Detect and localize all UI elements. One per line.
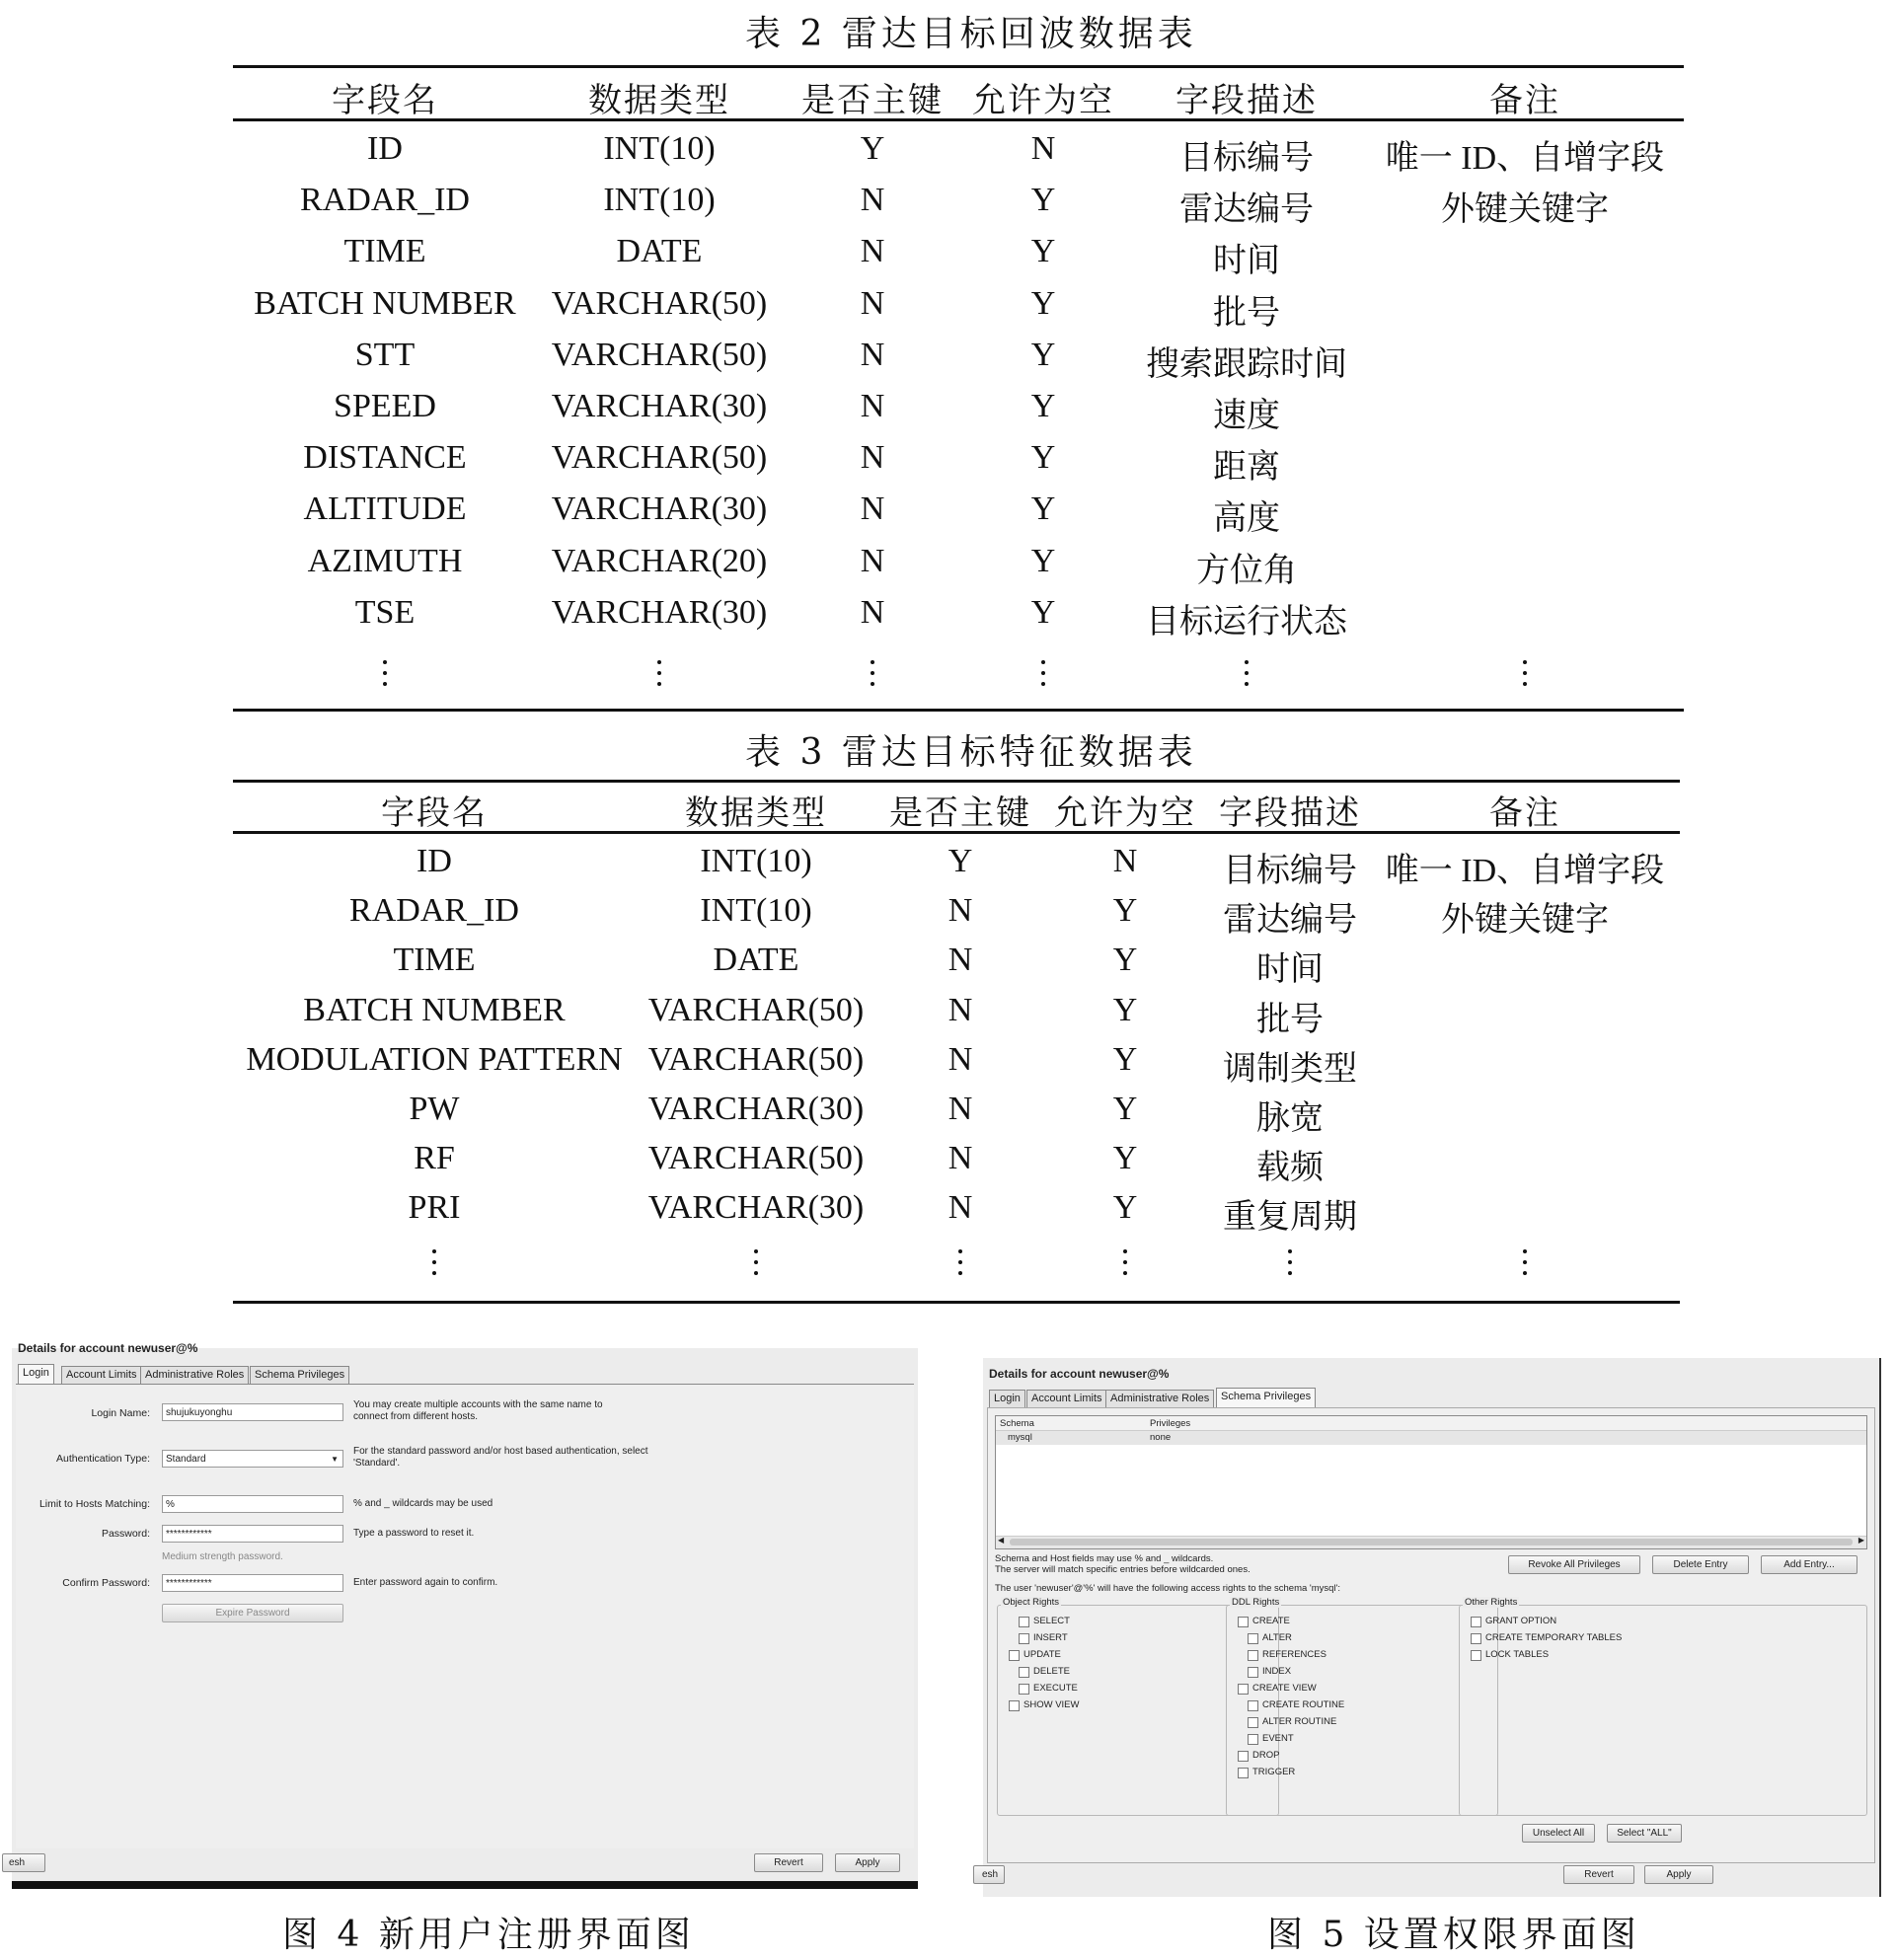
login-name-hint: You may create multiple accounts with the same name to connect from different hosts. <box>353 1399 603 1422</box>
privilege-label: CREATE <box>1252 1616 1290 1626</box>
tab-administrative-roles[interactable]: Administrative Roles <box>140 1366 249 1384</box>
table-cell: Y <box>1030 233 1056 270</box>
table-cell: Y <box>1112 1091 1138 1127</box>
table-cell: PRI <box>408 1189 461 1227</box>
table-cell: Y <box>1030 336 1056 373</box>
column-header: 字段名 <box>332 83 438 119</box>
column-header: 数据类型 <box>685 795 827 832</box>
unselect-all-button[interactable]: Unselect All <box>1522 1824 1595 1843</box>
table-cell: VARCHAR(20) <box>551 542 768 579</box>
privilege-label: INSERT <box>1033 1632 1068 1643</box>
table2-caption: 表 2 雷达目标回波数据表 <box>745 14 1197 54</box>
table-cell: TIME <box>393 942 476 979</box>
table-cell: 外键关键字 <box>1441 191 1609 229</box>
privilege-label: ALTER <box>1262 1632 1292 1643</box>
continuation-dots <box>1245 660 1249 693</box>
table-cell: Y <box>1112 942 1138 979</box>
privilege-label: CREATE VIEW <box>1252 1683 1317 1694</box>
table-cell: Y <box>1030 490 1056 528</box>
col-schema-header[interactable]: Schema <box>1000 1418 1034 1429</box>
privilege-checkbox[interactable] <box>1019 1684 1029 1695</box>
table3 <box>233 780 1680 1305</box>
object-rights-title: Object Rights <box>1003 1597 1060 1608</box>
table-cell: TIME <box>343 233 426 270</box>
table-cell: 载频 <box>1256 1150 1324 1187</box>
column-header: 备注 <box>1489 83 1560 119</box>
table-cell: 调制类型 <box>1223 1050 1357 1088</box>
table-cell: AZIMUTH <box>307 542 463 579</box>
tab-schema-privileges[interactable]: Schema Privileges <box>250 1366 349 1384</box>
column-header: 允许为空 <box>1054 795 1196 832</box>
revert-button[interactable]: Revert <box>754 1853 823 1872</box>
continuation-dots <box>1123 1249 1127 1282</box>
table-cell: BATCH NUMBER <box>254 284 516 322</box>
table-cell: ID <box>417 843 452 879</box>
table-cell: VARCHAR(50) <box>647 1040 865 1078</box>
add-entry-button[interactable]: Add Entry... <box>1761 1555 1857 1574</box>
table2-top-rule <box>233 65 1684 68</box>
table-cell: Y <box>1112 991 1138 1028</box>
table3-bottom-rule <box>233 1301 1680 1304</box>
table-cell: SPEED <box>334 388 436 424</box>
privilege-checkbox[interactable] <box>1238 1751 1249 1762</box>
table-cell: 时间 <box>1213 243 1280 280</box>
column-header: 允许为空 <box>972 83 1114 119</box>
confirm-password-label: Confirm Password: <box>62 1577 150 1589</box>
refresh-button[interactable]: esh <box>973 1865 1005 1884</box>
auth-type-label: Authentication Type: <box>56 1453 150 1465</box>
privilege-label: LOCK TABLES <box>1485 1649 1550 1660</box>
table-cell: N <box>948 1091 973 1127</box>
table-cell: RADAR_ID <box>300 182 470 219</box>
table-cell: Y <box>1030 182 1056 219</box>
table3-caption: 表 3 雷达目标特征数据表 <box>745 732 1197 773</box>
table-cell: VARCHAR(30) <box>551 388 768 424</box>
privilege-checkbox[interactable] <box>1009 1700 1020 1711</box>
table-cell: DATE <box>616 233 703 270</box>
row-schema: mysql <box>1008 1432 1032 1443</box>
privilege-checkbox[interactable] <box>1009 1650 1020 1661</box>
table-cell: 雷达编号 <box>1223 902 1357 940</box>
table-cell: 时间 <box>1256 951 1324 989</box>
row-privileges: none <box>1150 1432 1172 1443</box>
table-cell: Y <box>1112 1040 1138 1078</box>
tab-schema-privileges[interactable]: Schema Privileges <box>1216 1388 1316 1407</box>
table-cell: Y <box>1030 388 1056 424</box>
column-header: 字段描述 <box>1175 83 1318 119</box>
table-cell: Y <box>1112 892 1138 930</box>
table-cell: N <box>1030 130 1056 167</box>
table-cell: 外键关键字 <box>1441 902 1609 940</box>
privilege-label: DELETE <box>1033 1666 1070 1677</box>
chevron-right-icon[interactable]: ▶ <box>1857 1536 1864 1545</box>
table-cell: MODULATION PATTERN <box>246 1040 623 1078</box>
expire-password-button[interactable]: Expire Password <box>162 1604 343 1622</box>
tab-account-limits[interactable]: Account Limits <box>61 1366 142 1384</box>
table-cell: VARCHAR(50) <box>647 991 865 1028</box>
schema-list[interactable] <box>995 1415 1867 1549</box>
table-cell: 目标编号 <box>1179 140 1314 177</box>
privilege-label: CREATE ROUTINE <box>1262 1699 1345 1710</box>
fig4-title: Details for account newuser@% <box>18 1341 198 1355</box>
table-cell: VARCHAR(30) <box>551 490 768 528</box>
other-rights-title: Other Rights <box>1465 1597 1518 1608</box>
table-cell: Y <box>1030 439 1056 477</box>
table-cell: 批号 <box>1213 294 1280 332</box>
table-cell: 目标运行状态 <box>1146 603 1347 641</box>
privilege-checkbox[interactable] <box>1248 1734 1258 1745</box>
privilege-label: UPDATE <box>1023 1649 1061 1660</box>
table-cell: 搜索跟踪时间 <box>1146 345 1347 383</box>
continuation-dots <box>871 660 874 693</box>
apply-button[interactable]: Apply <box>1644 1865 1713 1884</box>
privilege-checkbox[interactable] <box>1471 1617 1481 1627</box>
table-cell: INT(10) <box>603 182 716 219</box>
table2-header-rule <box>233 118 1684 121</box>
privilege-checkbox[interactable] <box>1019 1633 1029 1644</box>
scrollbar-thumb[interactable] <box>1010 1539 1853 1545</box>
table-cell: VARCHAR(50) <box>551 439 768 477</box>
table2-bottom-rule <box>233 709 1684 712</box>
auth-type-select[interactable] <box>162 1450 343 1468</box>
continuation-dots <box>383 660 387 693</box>
column-header: 备注 <box>1489 795 1560 832</box>
select-all-button[interactable]: Select "ALL" <box>1607 1824 1682 1843</box>
table-cell: N <box>860 490 885 528</box>
privilege-label: TRIGGER <box>1252 1767 1296 1777</box>
privilege-label: SHOW VIEW <box>1023 1699 1080 1710</box>
tab-login[interactable]: Login <box>989 1390 1025 1407</box>
fig4-caption: 图 4 新用户注册界面图 <box>282 1915 695 1955</box>
table-cell: N <box>948 1140 973 1177</box>
column-header: 字段名 <box>381 795 488 832</box>
privilege-checkbox[interactable] <box>1248 1633 1258 1644</box>
privilege-label: GRANT OPTION <box>1485 1616 1557 1626</box>
table-cell: RADAR_ID <box>349 892 519 930</box>
continuation-dots <box>1041 660 1045 693</box>
tab-account-limits[interactable]: Account Limits <box>1026 1390 1107 1407</box>
password-field[interactable]: ************ <box>162 1525 343 1543</box>
password-label: Password: <box>101 1528 150 1540</box>
continuation-dots <box>432 1249 436 1282</box>
table-cell: 脉宽 <box>1256 1100 1324 1137</box>
login-name-field[interactable]: shujukuyonghu <box>162 1403 343 1421</box>
table-cell: N <box>860 593 885 631</box>
table-cell: N <box>948 942 973 979</box>
table-cell: 批号 <box>1256 1001 1324 1038</box>
privilege-checkbox[interactable] <box>1248 1717 1258 1728</box>
table-cell: N <box>948 991 973 1028</box>
password-strength: Medium strength password. <box>162 1551 283 1562</box>
table-cell: N <box>860 182 885 219</box>
column-header: 是否主键 <box>801 83 944 119</box>
continuation-dots <box>1288 1249 1292 1282</box>
table-cell: N <box>948 1040 973 1078</box>
privilege-checkbox[interactable] <box>1238 1768 1249 1778</box>
table-cell: N <box>860 439 885 477</box>
privilege-checkbox[interactable] <box>1019 1667 1029 1678</box>
fig5-caption: 图 5 设置权限界面图 <box>1267 1915 1640 1955</box>
delete-entry-button[interactable]: Delete Entry <box>1652 1555 1749 1574</box>
continuation-dots <box>657 660 661 693</box>
access-rights-note: The user 'newuser'@'%' will have the following access rights to the schema 'mysql': <box>995 1583 1341 1594</box>
schema-list-header <box>996 1416 1866 1431</box>
table-cell: RF <box>414 1140 455 1177</box>
table2 <box>233 65 1684 713</box>
table-cell: Y <box>1112 1189 1138 1227</box>
fig5-title: Details for account newuser@% <box>989 1367 1170 1381</box>
col-privileges-header[interactable]: Privileges <box>1150 1418 1191 1429</box>
table-cell: PW <box>409 1091 460 1127</box>
wildcard-note-1: Schema and Host fields may use % and _ wildcards. <box>995 1553 1214 1564</box>
table-cell: 速度 <box>1213 398 1280 434</box>
table-cell: 唯一 ID、自增字段 <box>1385 853 1665 889</box>
table-cell: BATCH NUMBER <box>303 991 566 1028</box>
privilege-label: ALTER ROUTINE <box>1262 1716 1337 1727</box>
chevron-left-icon[interactable]: ◀ <box>998 1536 1005 1545</box>
privilege-checkbox[interactable] <box>1248 1667 1258 1678</box>
table-cell: N <box>860 284 885 322</box>
auth-type-hint: For the standard password and/or host based authentication, select 'Standard'. <box>353 1446 648 1469</box>
privilege-label: REFERENCES <box>1262 1649 1326 1660</box>
table-cell: Y <box>1030 284 1056 322</box>
table-cell: TSE <box>354 593 416 631</box>
continuation-dots <box>1523 1249 1527 1282</box>
table-cell: 唯一 ID、自增字段 <box>1385 140 1665 177</box>
table3-top-rule <box>233 780 1680 783</box>
privilege-label: SELECT <box>1033 1616 1070 1626</box>
password-hint: Type a password to reset it. <box>353 1528 475 1539</box>
table-cell: N <box>948 892 973 930</box>
fig4-bottom-border <box>12 1881 918 1889</box>
table-cell: STT <box>354 336 416 373</box>
column-header: 字段描述 <box>1219 795 1361 832</box>
ddl-rights-title: DDL Rights <box>1232 1597 1280 1608</box>
privilege-label: EXECUTE <box>1033 1683 1078 1694</box>
table-row[interactable] <box>996 1431 1866 1445</box>
auth-type-value: Standard <box>166 1454 206 1465</box>
chevron-down-icon: ▼ <box>331 1455 339 1464</box>
privilege-checkbox[interactable] <box>1471 1650 1481 1661</box>
table-cell: 方位角 <box>1196 552 1297 589</box>
table-cell: INT(10) <box>603 130 716 167</box>
hosts-label: Limit to Hosts Matching: <box>38 1498 150 1510</box>
table-cell: INT(10) <box>700 892 812 930</box>
fig5-window <box>983 1358 1881 1897</box>
table-cell: N <box>860 388 885 424</box>
table-cell: 高度 <box>1213 500 1280 538</box>
table-cell: Y <box>1030 542 1056 579</box>
table-cell: VARCHAR(50) <box>551 336 768 373</box>
table-cell: VARCHAR(50) <box>647 1140 865 1177</box>
wildcard-note-2: The server will match specific entries before wildcarded ones. <box>995 1564 1251 1575</box>
privilege-label: DROP <box>1252 1750 1280 1761</box>
apply-button[interactable]: Apply <box>835 1853 900 1872</box>
privilege-checkbox[interactable] <box>1019 1617 1029 1627</box>
privilege-label: INDEX <box>1262 1666 1292 1677</box>
confirm-password-hint: Enter password again to confirm. <box>353 1577 498 1588</box>
table-cell: 重复周期 <box>1223 1199 1357 1237</box>
fig4-window <box>9 1341 918 1889</box>
privilege-checkbox[interactable] <box>1471 1633 1481 1644</box>
table-cell: 距离 <box>1213 449 1280 487</box>
table-cell: 雷达编号 <box>1179 191 1314 229</box>
table-cell: Y <box>1030 593 1056 631</box>
table-cell: N <box>860 336 885 373</box>
table-cell: N <box>1112 843 1138 879</box>
table-cell: Y <box>948 843 973 879</box>
table-cell: ALTITUDE <box>303 490 467 528</box>
continuation-dots <box>754 1249 758 1282</box>
tab-login[interactable]: Login <box>18 1364 54 1384</box>
hosts-field[interactable]: % <box>162 1495 343 1513</box>
privilege-checkbox[interactable] <box>1238 1684 1249 1695</box>
table-cell: N <box>948 1189 973 1227</box>
horizontal-scrollbar[interactable] <box>996 1536 1866 1548</box>
hosts-hint: % and _ wildcards may be used <box>353 1498 493 1509</box>
table-cell: INT(10) <box>700 843 812 879</box>
table-cell: VARCHAR(30) <box>551 593 768 631</box>
privilege-label: EVENT <box>1262 1733 1294 1744</box>
confirm-password-field[interactable]: ************ <box>162 1574 343 1592</box>
revoke-all-privileges-button[interactable]: Revoke All Privileges <box>1508 1555 1640 1574</box>
privilege-label: CREATE TEMPORARY TABLES <box>1485 1632 1623 1643</box>
table-cell: VARCHAR(30) <box>647 1189 865 1227</box>
table-cell: N <box>860 233 885 270</box>
table-cell: N <box>860 542 885 579</box>
table-cell: Y <box>1112 1140 1138 1177</box>
privilege-checkbox[interactable] <box>1238 1617 1249 1627</box>
table-cell: DATE <box>713 942 799 979</box>
table-cell: 目标编号 <box>1223 853 1357 889</box>
refresh-button[interactable]: esh <box>2 1853 45 1872</box>
column-header: 是否主键 <box>889 795 1031 832</box>
privilege-checkbox[interactable] <box>1248 1700 1258 1711</box>
column-header: 数据类型 <box>588 83 730 119</box>
tab-administrative-roles[interactable]: Administrative Roles <box>1105 1390 1214 1407</box>
table-cell: ID <box>367 130 403 167</box>
login-name-label: Login Name: <box>91 1407 150 1419</box>
table-cell: VARCHAR(30) <box>647 1091 865 1127</box>
privilege-checkbox[interactable] <box>1248 1650 1258 1661</box>
table-cell: VARCHAR(50) <box>551 284 768 322</box>
table-cell: Y <box>860 130 885 167</box>
table-cell: DISTANCE <box>303 439 467 477</box>
revert-button[interactable]: Revert <box>1563 1865 1634 1884</box>
continuation-dots <box>1523 660 1527 693</box>
continuation-dots <box>958 1249 962 1282</box>
